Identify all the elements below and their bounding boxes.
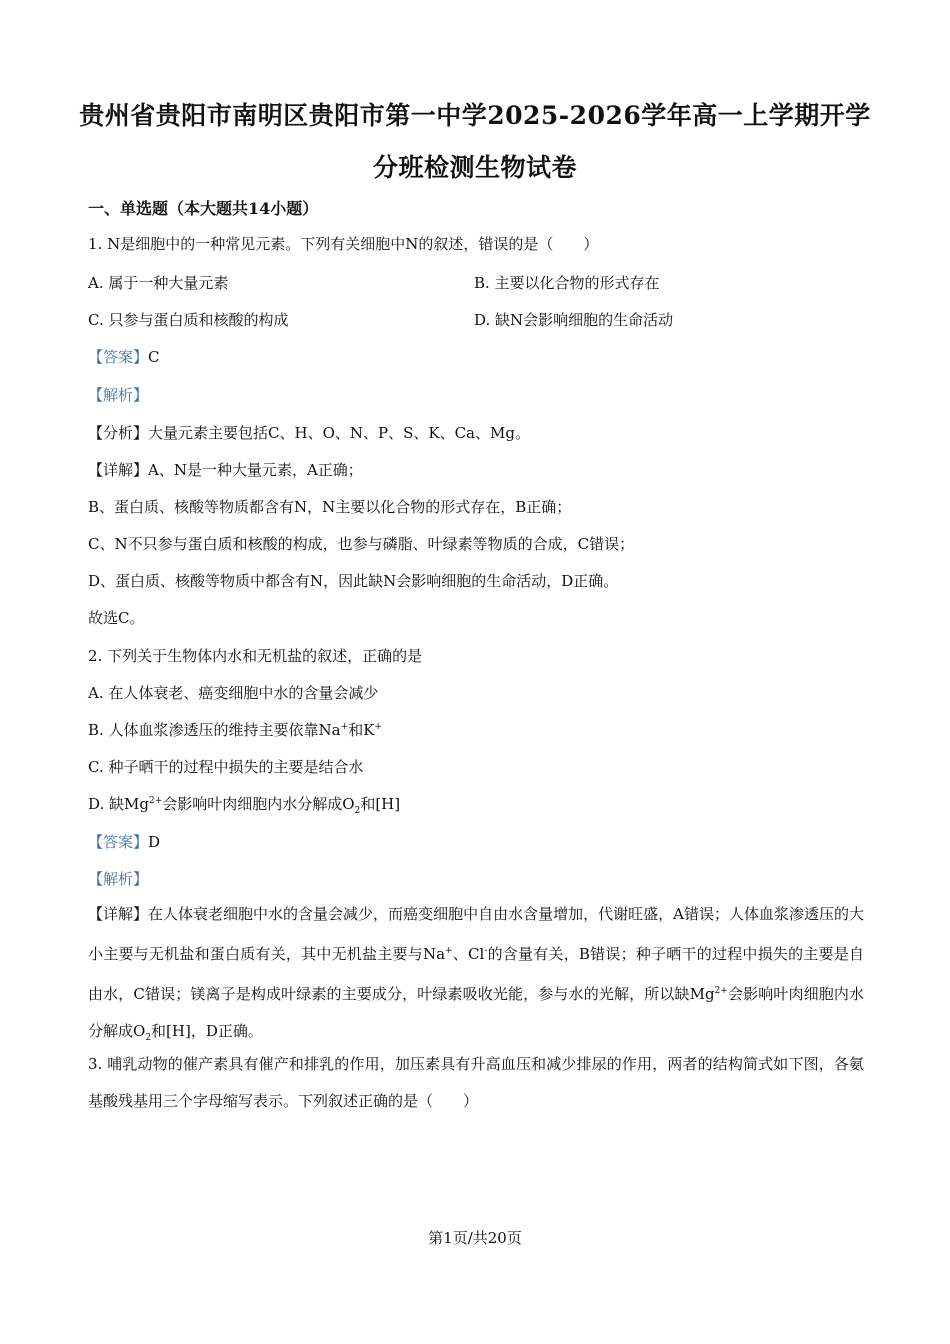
- page-footer: 第1页/共20页: [428, 1229, 522, 1247]
- q3-stem: 3. 哺乳动物的催产素具有催产和排乳的作用，加压素具有升高血压和减少排尿的作用，两者的结构简式如下图，各氨基酸残基用三个字母缩写表示。下列叙述正确的是（ ）: [88, 1055, 864, 1110]
- title-line-1: 贵州省贵阳市南明区贵阳市第一中学2025-2026学年高一上学期开学: [79, 101, 871, 130]
- superscript: 2+: [149, 796, 163, 806]
- section-heading: 一、单选题（本大题共14小题）: [88, 199, 319, 218]
- q2-option-d-text2: 会影响叶肉细胞内水分解成O: [162, 795, 355, 813]
- subscript: 2: [354, 806, 361, 816]
- q1-line-b: B、蛋白质、核酸等物质都含有N，N主要以化合物的形式存在，B正确；: [88, 498, 572, 516]
- xiangjie-tag: 【详解】: [88, 461, 149, 479]
- xiangjie-tag: 【详解】: [88, 905, 149, 923]
- q1-option-c: C. 只参与蛋白质和核酸的构成: [88, 311, 289, 329]
- q2-option-d-text3: 和[H]: [360, 795, 401, 813]
- fenxi-tag: 【分析】: [88, 424, 149, 442]
- q1-option-a: A. 属于一种大量元素: [88, 274, 229, 292]
- q2-option-d: [88, 793, 400, 816]
- explanation-text: 的含量有关，B错误；种子晒干的过程中损失的主要是自由水，C错误；镁离子是构成叶绿素的主要成分，叶绿素吸收光能，参与水的光解，所以缺Mg: [88, 945, 865, 1003]
- explanation-text: 、Cl: [452, 945, 485, 963]
- answer-value: C: [148, 348, 160, 366]
- q1-answer: [88, 346, 160, 367]
- answer-tag: 【答案】: [88, 833, 149, 851]
- q2-option-b-text: B. 人体血浆渗透压的维持主要依靠Na: [88, 721, 341, 739]
- superscript: 2+: [714, 986, 728, 996]
- explanation-text: 和[H]，D正确。: [151, 1022, 263, 1040]
- q2-stem: 2. 下列关于生物体内水和无机盐的叙述，正确的是: [88, 647, 423, 665]
- xiangjie-text: A、N是一种大量元素，A正确；: [148, 461, 363, 479]
- q2-option-a: A. 在人体衰老、癌变细胞中水的含量会减少: [88, 684, 379, 702]
- fenxi-text: 大量元素主要包括C、H、O、N、P、S、K、Ca、Mg。: [148, 424, 530, 442]
- explanation-text: 会影响叶肉细胞内水分解成O: [88, 985, 864, 1040]
- q1-fenxi: [88, 422, 530, 443]
- superscript: -: [484, 946, 488, 956]
- explanation-text: 在人体衰老细胞中水的含量会减少，而癌变细胞中自由水含量增加，代谢旺盛，A错误；人体血浆渗透压的大小主要与无机盐和蛋白质有关，其中无机盐主要与Na: [88, 905, 864, 963]
- superscript: +: [374, 722, 382, 732]
- q1-stem: 1. N是细胞中的一种常见元素。下列有关细胞中N的叙述，错误的是（ ）: [88, 235, 599, 253]
- answer-tag: 【答案】: [88, 348, 149, 366]
- q2-explanation: [88, 896, 864, 1057]
- subscript: 2: [145, 1033, 152, 1043]
- q2-analysis-tag: 【解析】: [88, 870, 149, 888]
- q1-conclusion: 故选C。: [88, 609, 145, 627]
- q1-option-d: D. 缺N会影响细胞的生命活动: [474, 311, 674, 329]
- q2-option-d-text: D. 缺Mg: [88, 795, 149, 813]
- q2-option-b-text2: 和K: [348, 721, 375, 739]
- q1-option-b: B. 主要以化合物的形式存在: [474, 274, 660, 292]
- superscript: +: [340, 722, 349, 732]
- q1-line-c: C、N不只参与蛋白质和核酸的构成，也参与磷脂、叶绿素等物质的合成，C错误；: [88, 535, 635, 553]
- title-line-2: 分班检测生物试卷: [372, 153, 577, 182]
- answer-value: D: [148, 833, 161, 851]
- q1-analysis-tag: 【解析】: [88, 386, 149, 404]
- q2-answer: [88, 831, 160, 852]
- q1-xiangjie: [88, 459, 363, 480]
- q1-line-d: D、蛋白质、核酸等物质中都含有N，因此缺N会影响细胞的生命活动，D正确。: [88, 572, 619, 590]
- q2-option-b: [88, 719, 382, 740]
- q2-option-c: C. 种子晒干的过程中损失的主要是结合水: [88, 758, 364, 776]
- superscript: +: [445, 946, 453, 956]
